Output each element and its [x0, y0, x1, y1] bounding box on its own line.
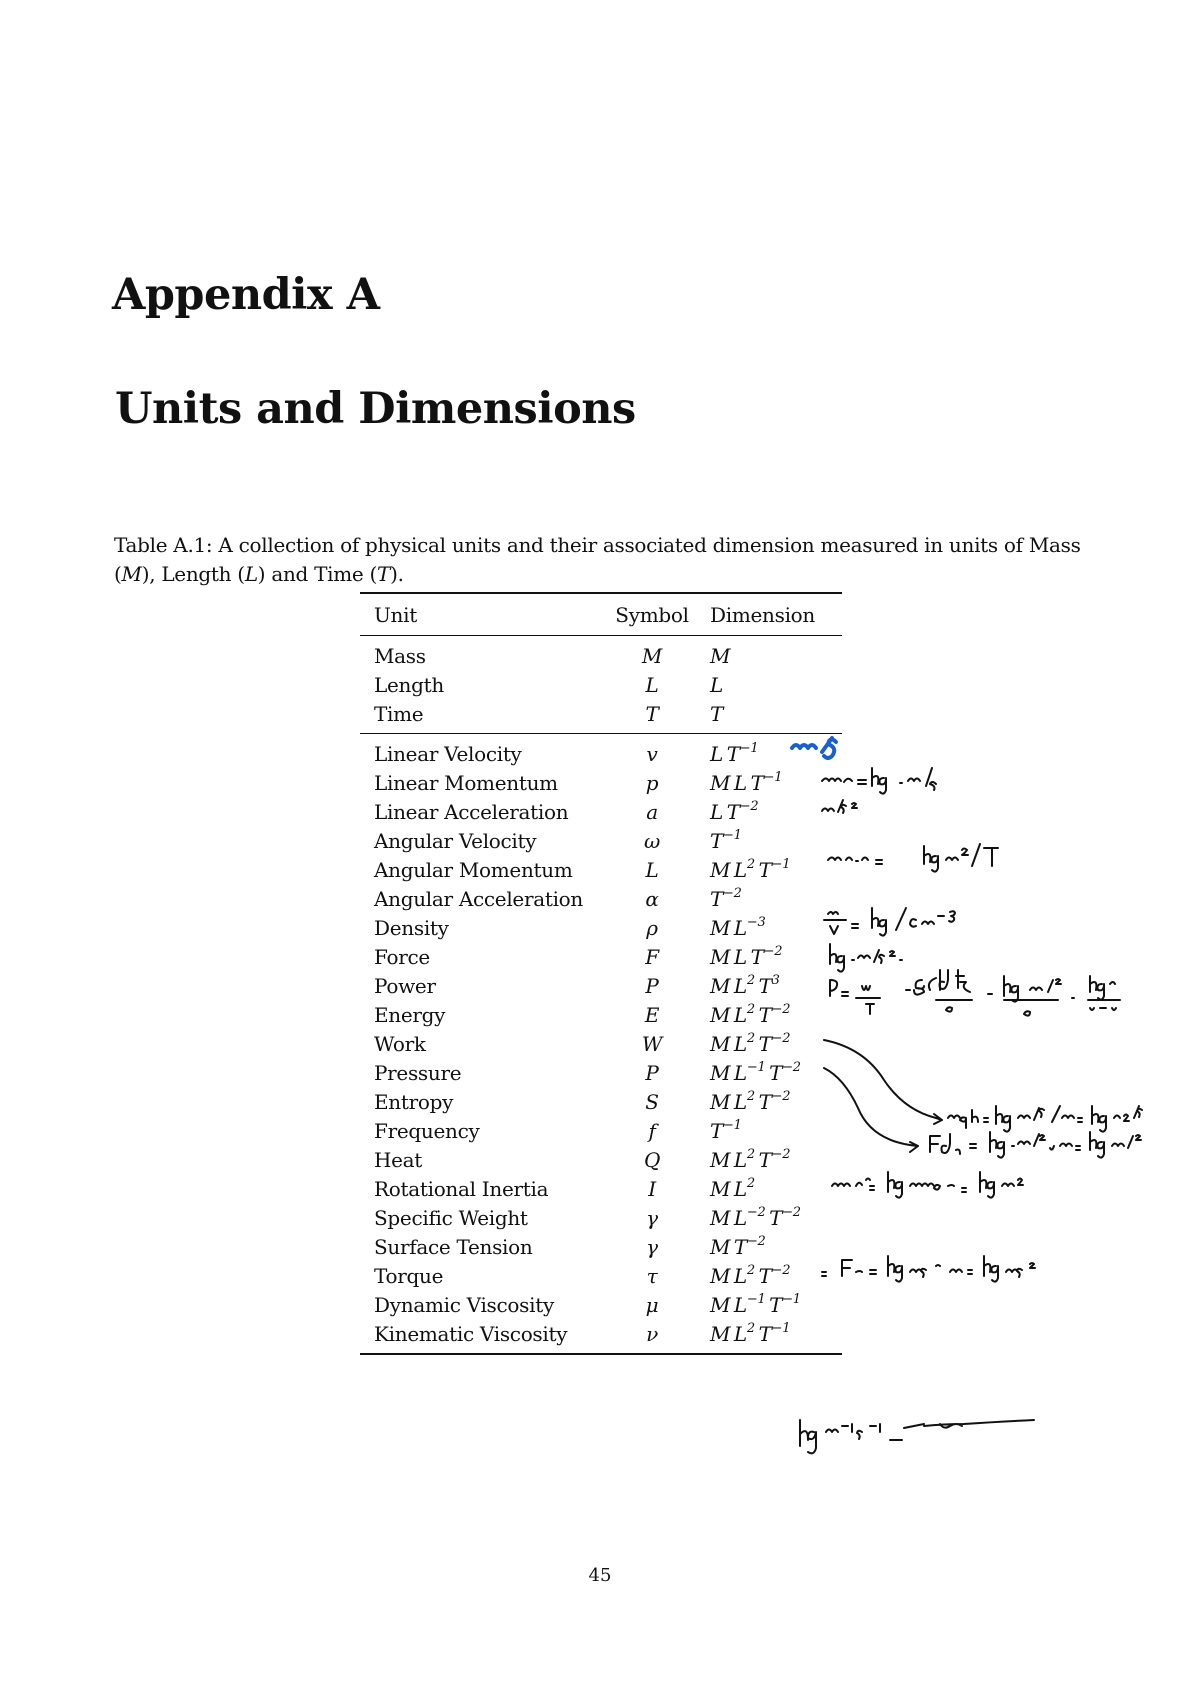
dimension-exponent: −3 [746, 915, 766, 930]
dimension-base: L [733, 1206, 747, 1230]
derived-units-group [360, 734, 842, 1355]
table-caption [114, 531, 1114, 589]
unit-cell: Linear Acceleration [374, 800, 569, 824]
symbol-cell: P [645, 974, 659, 998]
dimension-cell [698, 885, 842, 914]
table-row [360, 1320, 842, 1354]
dimension-exponent: −2 [771, 1002, 791, 1017]
dimension-exponent: −2 [782, 1205, 801, 1220]
dimension-cell [698, 1059, 842, 1088]
dimension-exponent: 2 [746, 1031, 755, 1046]
dimension-base: T [710, 1119, 724, 1143]
caption-mid-1: ), Length ( [141, 562, 245, 586]
dimension-base: M [710, 1293, 731, 1317]
units-table [360, 592, 842, 1355]
caption-prefix: Table A.1: A collection of physical units and their associated dimension measured in units of Mass ( [114, 533, 1081, 586]
dimension-exponent: −2 [723, 886, 742, 901]
dimension-base: T [758, 858, 772, 882]
table-row [360, 798, 842, 827]
unit-cell: Linear Momentum [374, 771, 558, 795]
dimension-base: M [710, 1235, 731, 1259]
unit-cell: Torque [374, 1264, 444, 1288]
dimension-base: L [733, 1032, 747, 1056]
unit-cell: Surface Tension [374, 1235, 533, 1259]
symbol-cell: a [646, 800, 658, 824]
dimension-cell [698, 1233, 842, 1262]
table-row [360, 636, 842, 672]
dimension-cell [698, 943, 842, 972]
table-row [360, 671, 842, 700]
unit-cell: Dynamic Viscosity [374, 1293, 554, 1317]
dimension-cell [698, 972, 842, 1001]
caption-length-symbol: L [244, 562, 258, 586]
pressure-note [948, 1106, 1142, 1132]
table-row [360, 943, 842, 972]
unit-cell: Specific Weight [374, 1206, 528, 1230]
symbol-cell: M [641, 644, 663, 668]
dimension-base: T [769, 1206, 783, 1230]
dimension-base: T [758, 974, 772, 998]
unit-cell: Frequency [374, 1119, 480, 1143]
dimension-base: L [710, 673, 723, 697]
dimension-cell [698, 1204, 842, 1233]
header-symbol: Symbol [615, 603, 689, 627]
dimension-cell [698, 856, 842, 885]
dimension-base: M [710, 644, 731, 668]
dimension-exponent: 3 [771, 973, 780, 988]
units-table-container [360, 592, 842, 1355]
dimension-exponent: −1 [723, 828, 742, 843]
dimension-base: T [758, 1148, 772, 1172]
dimension-base: T [750, 945, 764, 969]
dimension-base: T [726, 742, 740, 766]
dimension-exponent: 2 [746, 1321, 755, 1336]
dimension-exponent: −1 [723, 1118, 742, 1133]
symbol-cell: ω [643, 829, 660, 853]
dimension-exponent: −2 [771, 1147, 791, 1162]
symbol-cell: ρ [646, 916, 658, 940]
work-note [930, 1132, 1141, 1158]
unit-cell: Rotational Inertia [374, 1177, 549, 1201]
dimension-cell [698, 1088, 842, 1117]
dimension-exponent: 2 [746, 973, 755, 988]
dimension-exponent: −2 [746, 1205, 766, 1220]
table-row [360, 827, 842, 856]
dimension-exponent: −2 [763, 944, 783, 959]
dimension-exponent: −2 [771, 1089, 791, 1104]
dimension-exponent: 2 [746, 1002, 755, 1017]
unit-cell: Energy [374, 1003, 446, 1027]
dimension-base: M [710, 1061, 731, 1085]
dimension-base: T [769, 1293, 783, 1317]
inertia-note [832, 1172, 1023, 1198]
dimension-base: M [710, 858, 731, 882]
table-row [360, 1262, 842, 1291]
symbol-cell: T [645, 702, 659, 726]
dimension-exponent: 2 [746, 1176, 755, 1191]
symbol-cell: I [648, 1177, 656, 1201]
dimension-base: T [726, 800, 740, 824]
dimension-base: L [710, 800, 723, 824]
dimension-base: M [710, 1177, 731, 1201]
dimension-base: M [710, 945, 731, 969]
unit-cell: Work [374, 1032, 426, 1056]
table-row [360, 1117, 842, 1146]
dimension-base: M [710, 1206, 731, 1230]
dimension-base: T [710, 702, 724, 726]
dimension-base: T [758, 1003, 772, 1027]
symbol-cell: P [645, 1061, 659, 1085]
symbol-cell: γ [646, 1206, 658, 1230]
dimension-cell [698, 1262, 842, 1291]
symbol-cell: γ [646, 1235, 658, 1259]
dimension-base: T [733, 1235, 747, 1259]
dimension-base: T [710, 887, 724, 911]
dimension-base: M [710, 1090, 731, 1114]
header-row [360, 593, 842, 636]
dimension-cell [698, 1320, 842, 1354]
dimension-base: T [758, 1090, 772, 1114]
symbol-cell: S [645, 1090, 659, 1114]
dimension-base: T [750, 771, 764, 795]
dimension-exponent: −1 [739, 741, 759, 756]
unit-cell: Angular Acceleration [374, 887, 584, 911]
dimension-base: L [733, 1148, 747, 1172]
dimension-cell [698, 700, 842, 734]
symbol-cell: v [646, 742, 658, 766]
unit-cell: Pressure [374, 1061, 462, 1085]
caption-suffix: ). [390, 562, 404, 586]
dimension-exponent: −1 [782, 1292, 801, 1307]
symbol-cell: τ [646, 1264, 658, 1288]
dimension-cell [698, 827, 842, 856]
dimension-base: T [710, 829, 724, 853]
dimension-exponent: −2 [782, 1060, 801, 1075]
table-row [360, 1146, 842, 1175]
dimension-cell [698, 671, 842, 700]
torque-note [822, 1256, 1035, 1282]
symbol-cell: E [644, 1003, 660, 1027]
dimension-base: L [733, 1061, 747, 1085]
dimension-exponent: 2 [746, 1089, 755, 1104]
dimension-cell [698, 1001, 842, 1030]
dimension-base: T [758, 1322, 772, 1346]
dimension-cell [698, 914, 842, 943]
table-row [360, 856, 842, 885]
power-note [830, 970, 1120, 1016]
dimension-base: M [710, 1148, 731, 1172]
unit-cell: Length [374, 673, 444, 697]
caption-mass-symbol: M [121, 562, 142, 586]
unit-cell: Force [374, 945, 430, 969]
angular-momentum-note [828, 844, 998, 872]
unit-cell: Linear Velocity [374, 742, 522, 766]
dimension-exponent: −1 [771, 857, 791, 872]
symbol-cell: μ [645, 1293, 659, 1317]
table-row [360, 769, 842, 798]
table-row [360, 1175, 842, 1204]
dimension-cell [698, 1030, 842, 1059]
dimension-exponent: −1 [771, 1321, 791, 1336]
table-row [360, 734, 842, 770]
dimension-base: M [710, 771, 731, 795]
table-row [360, 972, 842, 1001]
caption-time-symbol: T [377, 562, 391, 586]
unit-cell: Angular Velocity [374, 829, 537, 853]
unit-cell: Heat [374, 1148, 423, 1172]
dimension-base: M [710, 1322, 731, 1346]
table-header [360, 593, 842, 636]
symbol-cell: f [648, 1119, 656, 1143]
dimension-base: L [733, 858, 747, 882]
dimension-base: L [733, 1090, 747, 1114]
table-row [360, 700, 842, 734]
table-row [360, 1030, 842, 1059]
unit-cell: Angular Momentum [374, 858, 573, 882]
table-row [360, 1059, 842, 1088]
dimension-base: M [710, 916, 731, 940]
table-row [360, 1233, 842, 1262]
symbol-cell: Q [643, 1148, 661, 1172]
unit-cell: Entropy [374, 1090, 454, 1114]
viscosity-note [800, 1420, 1034, 1453]
symbol-cell: W [641, 1032, 663, 1056]
dimension-base: M [710, 974, 731, 998]
dimension-base: L [733, 1003, 747, 1027]
unit-cell: Kinematic Viscosity [374, 1322, 568, 1346]
table-row [360, 885, 842, 914]
table-row [360, 1291, 842, 1320]
dimension-base: L [733, 1293, 747, 1317]
unit-cell: Mass [374, 644, 426, 668]
header-dimension: Dimension [710, 603, 815, 627]
dimension-base: L [733, 771, 747, 795]
dimension-cell [698, 798, 842, 827]
table-row [360, 1204, 842, 1233]
chapter-title: Units and Dimensions [115, 384, 636, 434]
chapter-label: Appendix A [112, 270, 380, 320]
symbol-cell: α [645, 887, 659, 911]
dimension-cell [698, 1175, 842, 1204]
dimension-exponent: −2 [746, 1234, 766, 1249]
dimension-base: L [733, 1322, 747, 1346]
base-units-group [360, 636, 842, 734]
dimension-cell [698, 1146, 842, 1175]
unit-cell: Power [374, 974, 436, 998]
dimension-base: M [710, 1264, 731, 1288]
dimension-exponent: −1 [763, 770, 783, 785]
dimension-base: L [710, 742, 723, 766]
symbol-cell: F [645, 945, 659, 969]
symbol-cell: L [645, 673, 659, 697]
table-row [360, 1001, 842, 1030]
unit-cell: Density [374, 916, 449, 940]
dimension-base: L [733, 1177, 747, 1201]
page-number: 45 [588, 1565, 612, 1586]
dimension-exponent: 2 [746, 1263, 755, 1278]
dimension-cell [698, 1117, 842, 1146]
dimension-base: L [733, 974, 747, 998]
symbol-cell: ν [646, 1322, 658, 1346]
caption-mid-2: ) and Time ( [257, 562, 378, 586]
dimension-cell [698, 769, 842, 798]
dimension-base: M [710, 1032, 731, 1056]
dimension-base: T [758, 1032, 772, 1056]
header-unit: Unit [374, 603, 417, 627]
dimension-cell [698, 636, 842, 672]
dimension-base: T [758, 1264, 772, 1288]
density-note [824, 908, 955, 936]
dimension-exponent: 2 [746, 857, 755, 872]
symbol-cell: L [645, 858, 659, 882]
dimension-base: T [769, 1061, 783, 1085]
dimension-base: M [710, 1003, 731, 1027]
dimension-cell [698, 734, 842, 770]
dimension-base: L [733, 1264, 747, 1288]
dimension-exponent: −1 [746, 1060, 766, 1075]
dimension-exponent: −1 [746, 1292, 766, 1307]
symbol-cell: p [645, 771, 659, 795]
dimension-base: L [733, 916, 747, 940]
dimension-exponent: −2 [739, 799, 759, 814]
dimension-exponent: −2 [771, 1031, 791, 1046]
dimension-exponent: −2 [771, 1263, 791, 1278]
dimension-cell [698, 1291, 842, 1320]
table-row [360, 1088, 842, 1117]
dimension-base: L [733, 945, 747, 969]
unit-cell: Time [374, 702, 424, 726]
table-row [360, 914, 842, 943]
dimension-exponent: 2 [746, 1147, 755, 1162]
